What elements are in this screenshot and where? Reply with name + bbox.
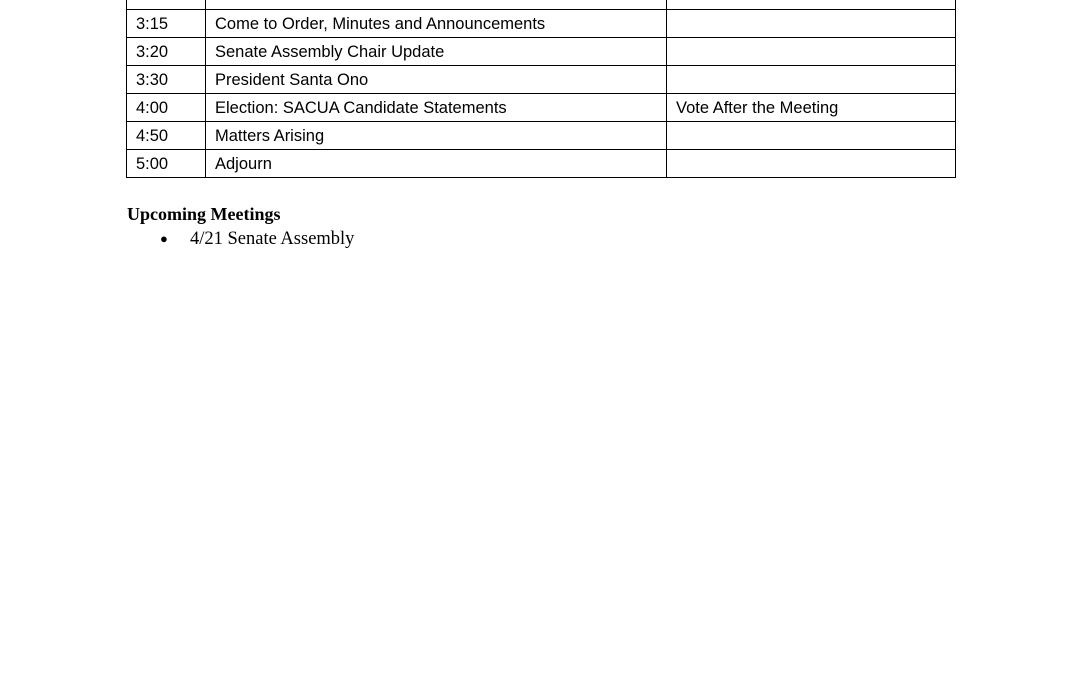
agenda-note bbox=[667, 150, 956, 178]
agenda-note bbox=[667, 66, 956, 94]
agenda-topic: Election: SACUA Candidate Statements bbox=[206, 94, 667, 122]
agenda-topic: President Santa Ono bbox=[206, 66, 667, 94]
agenda-time: 5:00 bbox=[127, 150, 206, 178]
agenda-time: 4:00 bbox=[127, 94, 206, 122]
list-item bbox=[160, 228, 354, 250]
table-row bbox=[127, 10, 956, 38]
table-cell bbox=[127, 0, 206, 10]
agenda-topic: Come to Order, Minutes and Announcements bbox=[206, 10, 667, 38]
upcoming-meetings-list bbox=[160, 228, 354, 250]
agenda-time: 3:20 bbox=[127, 38, 206, 66]
agenda-table bbox=[126, 0, 956, 178]
agenda-time: 4:50 bbox=[127, 122, 206, 150]
agenda-time: 3:30 bbox=[127, 66, 206, 94]
agenda-note bbox=[667, 38, 956, 66]
agenda-topic: Senate Assembly Chair Update bbox=[206, 38, 667, 66]
agenda-topic: Adjourn bbox=[206, 150, 667, 178]
agenda-note: Vote After the Meeting bbox=[667, 94, 956, 122]
agenda-time: 3:15 bbox=[127, 10, 206, 38]
bullet-icon: ● bbox=[160, 231, 168, 246]
table-row bbox=[127, 150, 956, 178]
table-cell bbox=[206, 0, 667, 10]
agenda-note bbox=[667, 10, 956, 38]
table-row bbox=[127, 94, 956, 122]
upcoming-meetings-heading: Upcoming Meetings bbox=[127, 204, 281, 224]
table-row bbox=[127, 38, 956, 66]
table-header-row-cut-off bbox=[127, 0, 956, 10]
table-row bbox=[127, 122, 956, 150]
table-row bbox=[127, 66, 956, 94]
agenda-note bbox=[667, 122, 956, 150]
meeting-item-text: 4/21 Senate Assembly bbox=[190, 229, 355, 249]
agenda-topic: Matters Arising bbox=[206, 122, 667, 150]
table-cell bbox=[667, 0, 956, 10]
